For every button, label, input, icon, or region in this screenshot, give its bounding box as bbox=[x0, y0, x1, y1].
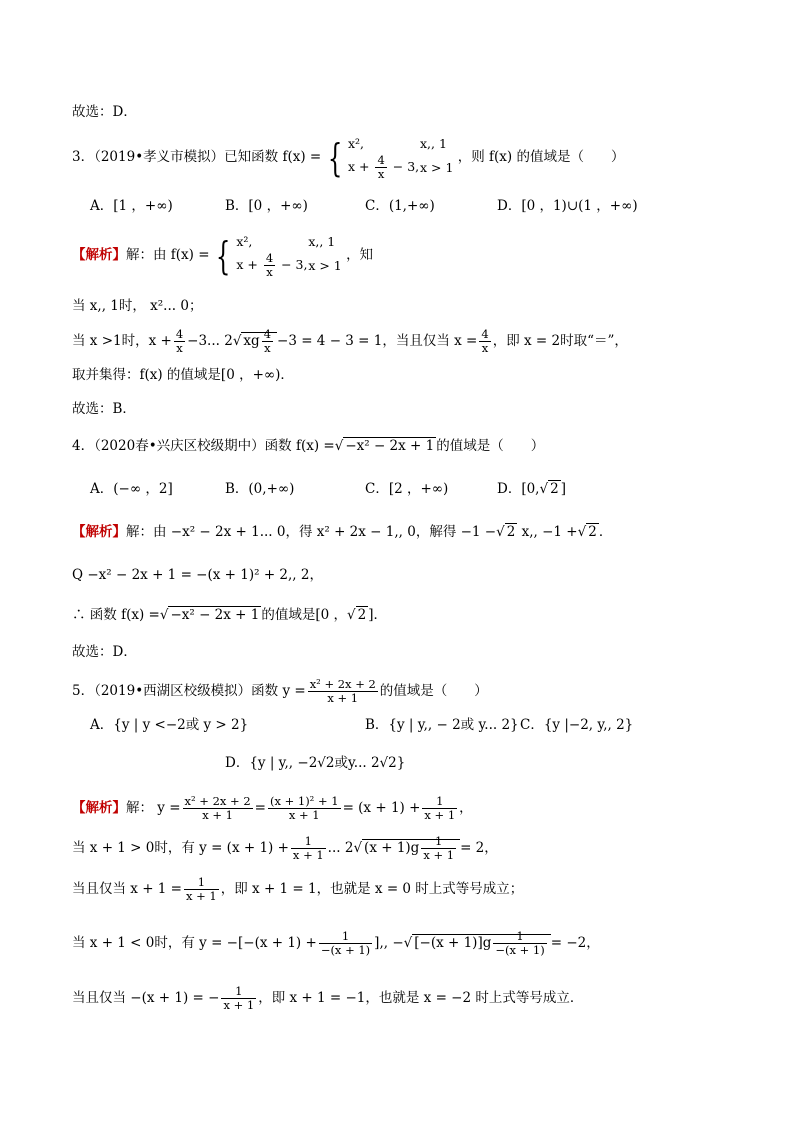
q3-analysis-tag: 【解析】 bbox=[72, 247, 126, 263]
q3-sol-case2-b: − 3, bbox=[277, 257, 308, 272]
q3-sol-cases bbox=[236, 232, 341, 279]
q3-step-1: 当 x,, 1时， x²... 0； bbox=[72, 298, 203, 314]
q4-s2-a: ∴ 函数 f(x) = bbox=[72, 607, 160, 623]
q3-sol-case1-cond: x,, 1 bbox=[308, 234, 336, 249]
q5-s1-f2n: 1 bbox=[421, 835, 456, 849]
q5-s3-fn: 1 bbox=[319, 930, 372, 944]
q3-sol-frac-den: x bbox=[266, 265, 273, 279]
q5-s1-sqrt: √ bbox=[353, 840, 363, 856]
q5-stem-frac bbox=[308, 678, 378, 705]
q3-s2-frac-den: x bbox=[176, 341, 183, 355]
q5-step-1 bbox=[72, 835, 734, 862]
q3-fraction bbox=[375, 154, 386, 181]
q5-step-2 bbox=[72, 876, 734, 903]
q5-s4-fn: 1 bbox=[221, 985, 256, 999]
q3-sol-case2-cond: x > 1 bbox=[308, 257, 342, 273]
q5-sol-frac1 bbox=[183, 795, 253, 822]
q4-stem bbox=[72, 435, 734, 457]
q4-step-2 bbox=[72, 604, 734, 626]
q3-sol-fraction bbox=[264, 252, 275, 279]
q3-case2-expr-a: x + bbox=[347, 159, 374, 174]
q5-option-c: C．{y |−2, y,, 2} bbox=[520, 717, 634, 733]
q4-sol-b: x,, −1 + bbox=[517, 524, 578, 540]
q4-step-3: 故选：D． bbox=[72, 644, 137, 660]
q4-option-b: B．(0,+∞) bbox=[225, 481, 295, 497]
q4-option-d bbox=[497, 478, 566, 500]
q5-step-3 bbox=[72, 930, 734, 957]
q4-stem-tail: 的值域是（ ） bbox=[436, 438, 545, 454]
q5-s1-rad: (x + 1)g bbox=[364, 840, 420, 856]
q4-s2-sqrt: √ bbox=[159, 607, 169, 623]
q4-step-1: Q −x² − 2x + 1 = −(x + 1)² + 2,, 2， bbox=[72, 567, 323, 583]
q4-sol-c: ． bbox=[598, 524, 613, 540]
q5-s2-frac bbox=[184, 876, 219, 903]
q5-s3-c: = −2， bbox=[550, 935, 600, 951]
q3-stem-tail: ，则 f(x) 的值域是（ ） bbox=[457, 149, 625, 165]
q4-analysis-tag: 【解析】 bbox=[72, 524, 126, 540]
q5-s3-sqrt: √ bbox=[403, 935, 413, 951]
q5-s4-fd: x + 1 bbox=[223, 998, 255, 1012]
q5-option-a: A．{y | y <−2或 y > 2} bbox=[90, 717, 249, 733]
q5-s1-frac2 bbox=[421, 835, 456, 862]
q3-sol-brace: { bbox=[215, 233, 231, 278]
q3-step-4: 故选：B． bbox=[72, 401, 136, 417]
q5-sol-eq2: = (x + 1) + bbox=[342, 800, 421, 816]
q3-s2-d: −3 = 4 − 3 = 1，当且仅当 x = bbox=[277, 333, 478, 349]
q3-option-d: D．[0 ，1)∪(1 ，+∞) bbox=[497, 198, 638, 214]
q4-s2-c: ]． bbox=[368, 607, 388, 623]
q5-analysis-tag: 【解析】 bbox=[72, 800, 126, 816]
q3-s2-frac2-num: 4 bbox=[263, 327, 272, 341]
q5-s1-frac bbox=[291, 835, 326, 862]
q3-sol-frac-num: 4 bbox=[265, 251, 274, 265]
q4-sol-sqrt2: √ bbox=[577, 524, 587, 540]
q5-sol-eq1: = bbox=[254, 800, 266, 816]
q3-s2-c: xg bbox=[243, 333, 260, 349]
q4-option-d-b: ] bbox=[560, 481, 566, 497]
q5-s3-f2n: 1 bbox=[493, 930, 546, 944]
q3-s2-frac3-den: x bbox=[481, 341, 489, 355]
q4-option-c: C．[2 ，+∞) bbox=[365, 481, 449, 497]
q3-case2-expr-b: − 3, bbox=[388, 159, 420, 174]
q4-option-d-sqrt: √ bbox=[539, 481, 549, 497]
q4-stem-radicand: −x² − 2x + 1 bbox=[345, 438, 435, 454]
q3-s2-b: −3... 2 bbox=[187, 333, 233, 349]
q5-s3-fd: −(x + 1) bbox=[320, 943, 371, 957]
q5-stem-text: 5．（2019•西湖区校级模拟）函数 y = bbox=[72, 683, 306, 699]
q5-sol-f2d: x + 1 bbox=[288, 808, 320, 822]
q5-s1-c: = 2， bbox=[460, 840, 498, 856]
answer-line-prev bbox=[72, 101, 734, 123]
q5-sol-f3d: x + 1 bbox=[424, 808, 456, 822]
q3-s2-frac2-den: x bbox=[264, 341, 271, 355]
q5-s2-a: 当且仅当 x + 1 = bbox=[72, 881, 182, 897]
q5-sol-f1n: x² + 2x + 2 bbox=[184, 794, 251, 808]
q4-sol-rad: 2 bbox=[506, 524, 516, 540]
q3-s2-frac3 bbox=[479, 328, 490, 355]
q4-s2-b: 的值域是[0 ， bbox=[261, 607, 348, 623]
q4-option-d-rad: 2 bbox=[550, 481, 559, 497]
q5-s3-a: 当 x + 1 < 0时，有 y = −[−(x + 1) + bbox=[72, 935, 317, 951]
q5-s3-f2d: −(x + 1) bbox=[495, 943, 545, 957]
q5-s1-b: ... 2 bbox=[327, 840, 354, 856]
q5-s1-f2d: x + 1 bbox=[423, 848, 455, 862]
q4-solution-head bbox=[72, 521, 734, 543]
q3-solution-head bbox=[72, 232, 734, 279]
q4-sol-rad2: 2 bbox=[588, 524, 597, 540]
q3-sol-text: 解：由 f(x) = bbox=[126, 247, 210, 263]
q3-option-a: A．[1 ，+∞) bbox=[90, 198, 173, 214]
q5-stem bbox=[72, 678, 734, 705]
q5-stem-tail: 的值域是（ ） bbox=[379, 683, 488, 699]
q5-s2-b: ，即 x + 1 = 1，也就是 x = 0 时上式等号成立； bbox=[220, 881, 524, 897]
q3-frac-den: x bbox=[377, 167, 385, 181]
q5-s3-radicand bbox=[412, 929, 550, 957]
q3-sol-case2-a: x + bbox=[236, 257, 262, 272]
q3-option-b: B．[0 ，+∞) bbox=[225, 198, 308, 214]
q4-option-a: A．(−∞ ，2] bbox=[90, 481, 173, 497]
q3-s2-a: 当 x >1时，x + bbox=[72, 333, 172, 349]
q5-s3-frac2 bbox=[493, 930, 546, 957]
q5-sol-f3n: 1 bbox=[422, 795, 457, 809]
q3-step-3: 取并集得：f(x) 的值域是[0 ，+∞)． bbox=[72, 367, 294, 383]
q4-sol-a: 解：由 −x² − 2x + 1... 0，得 x² + 2x − 1,, 0，解得 −1 − bbox=[126, 524, 497, 540]
q3-cases bbox=[348, 134, 453, 181]
q5-s1-radicand bbox=[362, 834, 460, 862]
q3-s2-radicand bbox=[241, 327, 277, 355]
q5-s4-frac bbox=[221, 985, 256, 1012]
q3-sol-case1-expr: x², bbox=[236, 234, 253, 249]
q3-option-c: C．(1,+∞) bbox=[365, 198, 435, 214]
q3-stem-text: 3．（2019•孝义市模拟）已知函数 f(x) = bbox=[72, 149, 322, 165]
q3-s2-sqrt-sign: √ bbox=[232, 333, 242, 349]
q5-s1-a: 当 x + 1 > 0时，有 y = (x + 1) + bbox=[72, 840, 289, 856]
q5-stem-den: x + 1 bbox=[327, 691, 359, 705]
q4-sqrt-sign: √ bbox=[334, 438, 344, 454]
q5-s2-fn: 1 bbox=[184, 876, 219, 890]
q3-frac-num: 4 bbox=[377, 153, 385, 167]
q5-s4-b: ，即 x + 1 = −1，也就是 x = −2 时上式等号成立． bbox=[258, 990, 584, 1006]
q5-sol-end: ， bbox=[459, 800, 473, 816]
q3-sol-tail: ，知 bbox=[346, 247, 374, 263]
q3-s2-frac3-num: 4 bbox=[481, 327, 489, 341]
q5-s1-fn: 1 bbox=[291, 835, 326, 849]
q3-s2-frac-num: 4 bbox=[175, 327, 184, 341]
q4-sol-sqrt: √ bbox=[496, 524, 505, 540]
q3-brace: { bbox=[327, 135, 342, 180]
q5-s3-b: ],, − bbox=[374, 935, 404, 951]
q3-s2-e: ，即 x = 2时取“＝”， bbox=[492, 333, 628, 349]
answer-text: 故选：D． bbox=[72, 104, 137, 120]
q5-sol-frac2 bbox=[268, 795, 341, 822]
q3-s2-frac2 bbox=[262, 328, 273, 355]
q5-stem-num: x² + 2x + 2 bbox=[309, 677, 376, 691]
q4-s2-rad2: 2 bbox=[357, 607, 367, 623]
q5-s3-frac bbox=[319, 930, 372, 957]
q5-sol-a: 解： y = bbox=[126, 800, 181, 816]
q5-s1-fd: x + 1 bbox=[292, 848, 324, 862]
q5-solution-head bbox=[72, 795, 734, 822]
q5-option-b: B．{y | y,, − 2或 y... 2} bbox=[365, 717, 519, 733]
q4-s2-rad: −x² − 2x + 1 bbox=[170, 607, 260, 623]
q4-s2-sqrt2: √ bbox=[347, 607, 356, 623]
q3-s2-frac bbox=[174, 328, 185, 355]
q5-sol-f1d: x + 1 bbox=[202, 808, 233, 822]
q5-step-4 bbox=[72, 985, 734, 1012]
q5-option-d: D．{y | y,, −2√2或y... 2√2} bbox=[225, 755, 406, 771]
q3-case1-cond: x,, 1 bbox=[419, 136, 447, 151]
q4-option-d-a: D．[0, bbox=[497, 481, 540, 497]
q5-s4-a: 当且仅当 −(x + 1) = − bbox=[72, 990, 220, 1006]
q5-sol-f2n: (x + 1)² + 1 bbox=[269, 794, 339, 808]
q3-stem bbox=[72, 134, 734, 181]
q5-s2-fd: x + 1 bbox=[186, 889, 217, 903]
q5-s3-rad: [−(x + 1)]g bbox=[414, 935, 492, 951]
q3-step-2 bbox=[72, 328, 734, 355]
q4-stem-text: 4．（2020春•兴庆区校级期中）函数 f(x) = bbox=[72, 438, 335, 454]
q3-case1-expr: x², bbox=[347, 136, 365, 151]
q3-case2-cond: x > 1 bbox=[419, 159, 454, 175]
q5-sol-frac3 bbox=[422, 795, 457, 822]
